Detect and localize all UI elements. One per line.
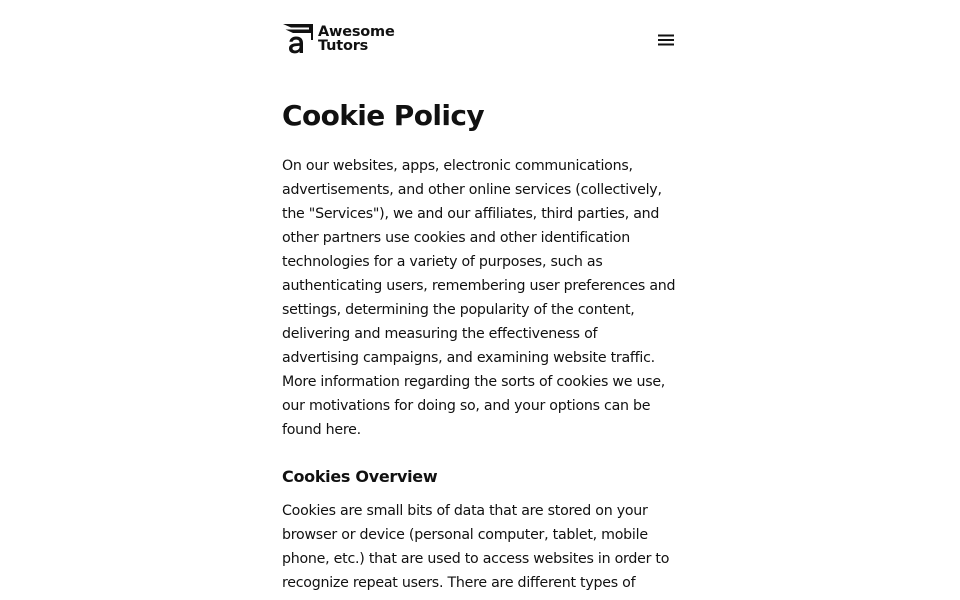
section-heading-cookies-overview: Cookies Overview (282, 467, 438, 486)
logo-wordmark (318, 25, 395, 53)
site-header (282, 0, 678, 80)
site-logo[interactable] (282, 23, 395, 55)
main-content (282, 99, 678, 595)
menu-button[interactable] (652, 26, 680, 54)
page-title: Cookie Policy (282, 99, 484, 132)
logo-line-awesome: Awesome (318, 24, 395, 40)
logo-line-tutors: Tutors (318, 38, 369, 54)
cookies-overview-paragraph: Cookies are small bits of data that are stored on your browser or device (personal computer, tablet, mobile phone, etc.) that are used to access websites in order to recognize repeat users. There are different types of (282, 503, 670, 591)
content-column (282, 0, 678, 595)
intro-paragraph: On our websites, apps, electronic communications, advertisements, and other online services (collectively, the "Services"), we and our affiliates, third parties, and other partners use cookies and other identification technologies for a variety of purposes, such as authenticating users, remembering user preferences and settings, determining the popularity of the content, delivering and measuring the effectiveness of advertising campaigns, and examining website traffic. More information regarding the sorts of cookies we use, our motivations for doing so, and your options can be found here. (282, 158, 676, 438)
graduation-cap-logo-icon (282, 23, 316, 55)
hamburger-menu-icon (657, 31, 675, 49)
